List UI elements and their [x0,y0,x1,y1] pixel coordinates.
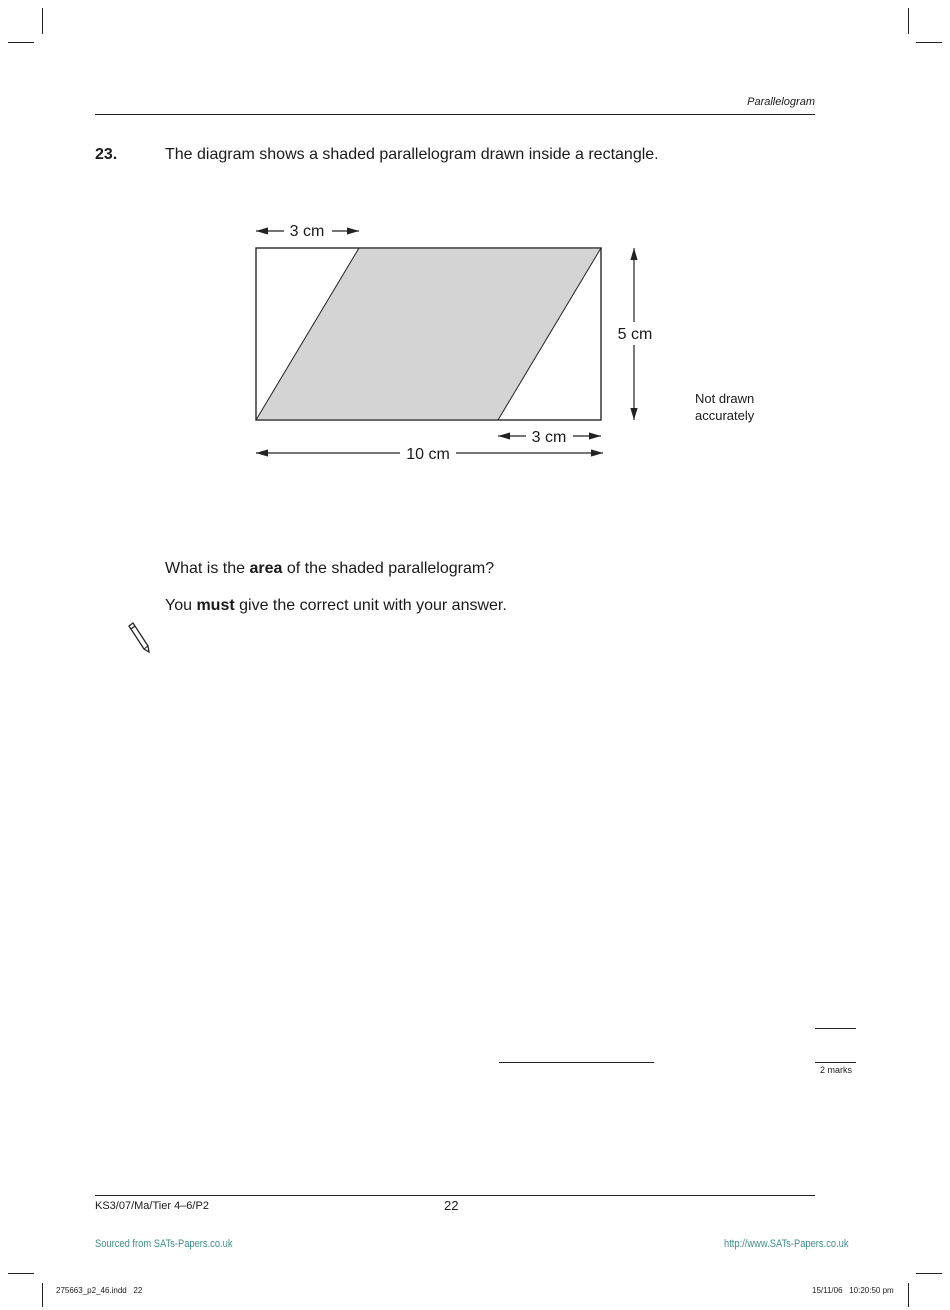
source-left: Sourced from SATs-Papers.co.uk [95,1238,233,1250]
not-drawn-note: accurately [695,408,755,423]
question-prompt [165,560,494,578]
width-label: 10 cm [406,446,450,463]
prompt-bold: area [249,560,283,577]
top-offset-label: 3 cm [289,223,325,240]
bottom-offset-label: 3 cm [531,429,567,446]
page-number: 22 [444,1198,459,1213]
marks-label: 2 marks [820,1065,853,1075]
crop-mark [916,1273,942,1274]
prompt-text: What is the [165,560,250,577]
height-label: 5 cm [617,326,653,343]
parallelogram-diagram [0,0,950,480]
instruction-text: You [165,597,197,614]
not-drawn-note: Not drawn [695,391,755,406]
unit-instruction [165,597,507,615]
slug-file: 275663_p2_46.indd 22 [56,1286,143,1295]
question-intro: The diagram shows a shaded parallelogram drawn inside a rectangle. [165,146,659,163]
footer-rule [95,1195,815,1196]
instruction-bold: must [196,597,235,614]
instruction-text: give the correct unit with your answer. [234,597,507,614]
paper-code: KS3/07/Ma/Tier 4–6/P2 [95,1200,209,1212]
crop-mark [8,1273,34,1274]
source-url[interactable]: http://www.SATs-Papers.co.uk [724,1238,849,1250]
question-number: 23. [95,146,118,163]
answer-line[interactable] [499,1062,654,1063]
crop-mark [908,1283,909,1307]
section-title: Parallelogram [747,96,815,108]
slug-date: 15/11/06 10:20:50 pm [812,1286,894,1295]
pencil-icon [126,622,152,654]
marks-box-bottom [815,1062,856,1063]
marks-box-top [815,1028,856,1029]
crop-mark [42,1283,43,1307]
prompt-text: of the shaded parallelogram? [282,560,495,577]
